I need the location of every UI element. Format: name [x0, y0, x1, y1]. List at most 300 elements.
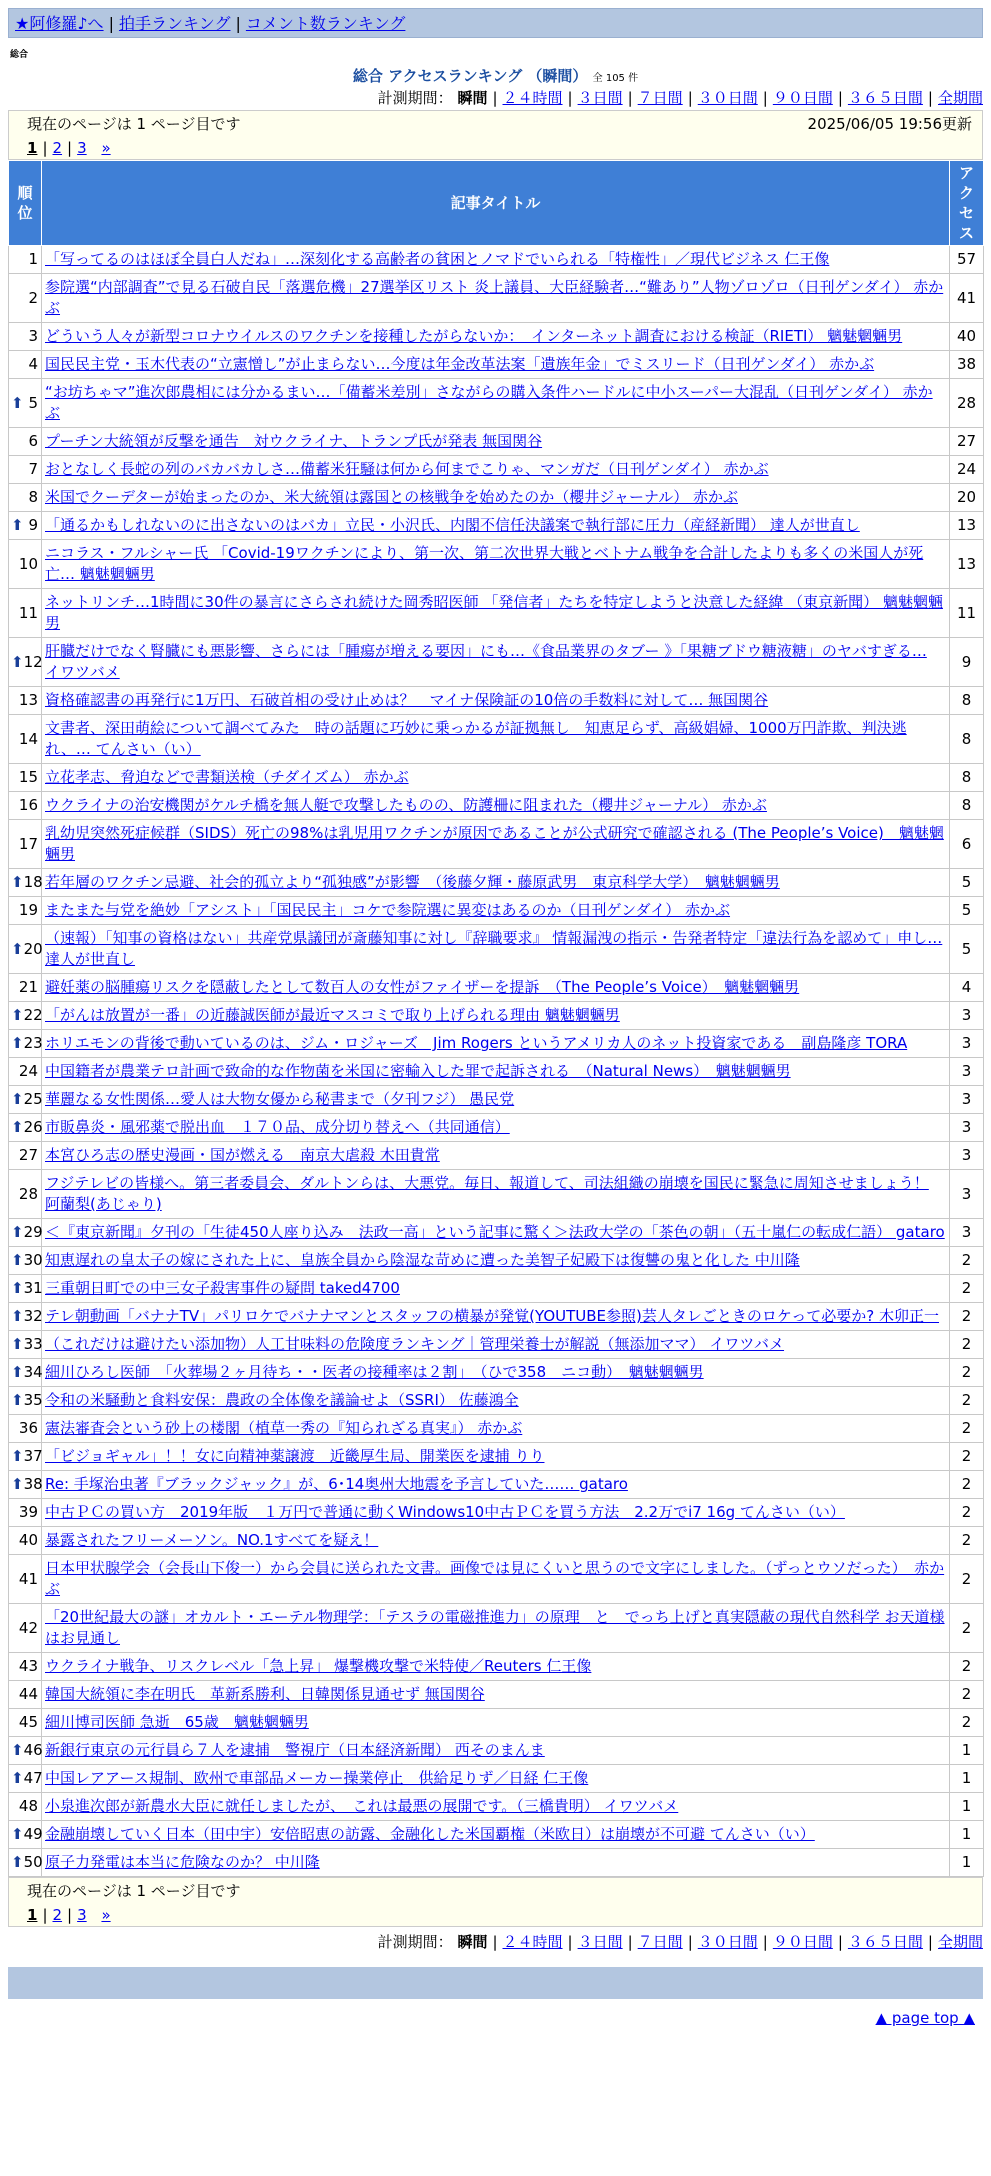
access-count: 2: [950, 1247, 984, 1275]
period-24h[interactable]: ２４時間: [502, 1933, 563, 1951]
title-cell: [42, 1275, 950, 1303]
access-count: 2: [950, 1303, 984, 1331]
rank-cell: [9, 456, 42, 484]
access-count: 13: [950, 540, 984, 589]
article-link[interactable]: 新銀行東京の元行員ら７人を逮捕 警視庁（日本経済新聞） 西そのまんま: [45, 1741, 545, 1759]
rank-cell: [9, 1821, 42, 1849]
title-cell: [42, 351, 950, 379]
access-count: 40: [950, 323, 984, 351]
rank-number: 6: [28, 432, 38, 450]
table-row: [9, 1821, 984, 1849]
period-3d[interactable]: ３日間: [577, 1933, 623, 1951]
rank-cell: [9, 323, 42, 351]
period-24h[interactable]: ２４時間: [502, 89, 563, 107]
page-link-3[interactable]: 3: [77, 139, 87, 157]
article-link[interactable]: 資格確認書の再発行に1万円、石破首相の受け止めは？ マイナ保険証の10倍の手数料に対して… 無国関谷: [45, 691, 769, 709]
article-link[interactable]: “お坊ちゃマ”進次郎農相には分かるまい…「備蓄米差別」さながらの購入条件ハードルに中小スーパー大混乱（日刊ゲンダイ） 赤かぶ: [45, 383, 933, 422]
page-link-3[interactable]: 3: [77, 1906, 87, 1924]
title-cell: [42, 1604, 950, 1653]
rank-cell: [9, 1471, 42, 1499]
rank-number: 9: [28, 516, 38, 534]
title-cell: [42, 715, 950, 764]
rank-number: 17: [18, 834, 38, 853]
nav-link-asyura[interactable]: ★阿修羅♪へ: [15, 14, 104, 33]
access-count: 5: [950, 897, 984, 925]
period-7d[interactable]: ７日間: [637, 1933, 683, 1951]
ranking-table: [8, 160, 984, 1877]
rank-up-arrow-icon: ⬆: [11, 1475, 24, 1493]
access-count: 5: [950, 925, 984, 974]
table-row: [9, 1275, 984, 1303]
title-cell: [42, 379, 950, 428]
article-link[interactable]: どういう人々が新型コロナウイルスのワクチンを接種したがらないか： インターネット調査における検証（RIETI） 魑魅魍魎男: [45, 327, 903, 345]
rank-cell: [9, 246, 42, 274]
footer-bar: [8, 1967, 983, 1999]
access-count: 3: [950, 1086, 984, 1114]
article-link[interactable]: 市販鼻炎・風邪薬で脱出血 １７０品、成分切り替えへ（共同通信）: [45, 1118, 510, 1136]
title-cell: [42, 1030, 950, 1058]
current-page-text: 現在のページは 1 ページ目です: [27, 1882, 241, 1900]
title-cell: [42, 869, 950, 897]
rank-number: 18: [23, 873, 43, 891]
rank-cell: [9, 1303, 42, 1331]
rank-cell: [9, 1555, 42, 1604]
updated-timestamp: 2025/06/05 19:56更新: [807, 115, 972, 133]
nav-link-applause-ranking[interactable]: 拍手ランキング: [118, 14, 231, 33]
article-link[interactable]: 肝臓だけでなく腎臓にも悪影響、さらには「腫瘍が増える要因」にも…《食品業界のタブー 》「果糖ブドウ糖液糖」のヤバすぎる… イワツバメ: [45, 642, 927, 681]
period-365d[interactable]: ３６５日間: [847, 1933, 923, 1951]
article-link[interactable]: 華麗なる女性関係…愛人は大物女優から秘書まで（夕刊フジ） 愚民党: [45, 1090, 515, 1108]
page-next[interactable]: »: [101, 1906, 111, 1924]
access-count: 8: [950, 715, 984, 764]
rank-number: 2: [28, 288, 38, 307]
rank-cell: [9, 428, 42, 456]
access-count: 8: [950, 687, 984, 715]
period-30d[interactable]: ３０日間: [697, 89, 758, 107]
rank-up-arrow-icon: ⬆: [11, 1825, 24, 1843]
article-link[interactable]: 三重朝日町での中三女子殺害事件の疑問 taked4700: [45, 1279, 400, 1297]
rank-number: 46: [23, 1741, 43, 1759]
table-row: [9, 1359, 984, 1387]
article-link[interactable]: 「写ってるのはほぼ全員白人だね」…深刻化する高齢者の貧困とノマドでいられる「特権性」／現代ビジネス 仁王像: [45, 250, 830, 268]
table-row: [9, 589, 984, 638]
article-link[interactable]: プーチン大統領が反撃を通告 対ウクライナ、トランプ氏が発表 無国関谷: [45, 432, 543, 450]
table-row: [9, 323, 984, 351]
table-row: [9, 687, 984, 715]
breadcrumb: 総合: [10, 50, 29, 60]
title-cell: [42, 1247, 950, 1275]
article-link[interactable]: フジテレビの皆様へ。第三者委員会、ダルトンらは、大悪党。毎日、報道して、司法組織の崩壊を国民に緊急に周知させましょう！ 阿蘭梨(あじゃり): [45, 1174, 929, 1213]
current-page-text: 現在のページは 1 ページ目です: [27, 115, 241, 133]
rank-cell: [9, 974, 42, 1002]
article-link[interactable]: ホリエモンの背後で動いているのは、ジム・ロジャーズ Jim Rogers というアメリカ人のネット投資家である 副島隆彦 TORA: [45, 1034, 908, 1052]
article-link[interactable]: 若年層のワクチン忌避、社会的孤立より“孤独感”が影響 （後藤夕輝・藤原武男 東京科学大学） 魑魅魍魎男: [45, 873, 780, 891]
title-cell: [42, 1114, 950, 1142]
rank-number: 24: [18, 1062, 38, 1080]
article-link[interactable]: 中国籍者が農業テロ計画で致命的な作物菌を米国に密輸入した罪で起訴される （Natural News） 魑魅魍魎男: [45, 1062, 791, 1080]
access-count: 38: [950, 351, 984, 379]
table-row: [9, 1681, 984, 1709]
access-count: 13: [950, 512, 984, 540]
rank-up-arrow-icon: ⬆: [11, 1090, 24, 1108]
article-link[interactable]: またまた与党を絶妙「アシスト」「国民民主」コケで参院選に異変はあるのか（日刊ゲンダイ） 赤かぶ: [45, 901, 731, 919]
table-row: [9, 820, 984, 869]
title-cell: [42, 897, 950, 925]
rank-number: 14: [18, 729, 38, 748]
period-7d[interactable]: ７日間: [637, 89, 683, 107]
article-link[interactable]: 韓国大統領に李在明氏 革新系勝利、日韓関係見通せず 無国関谷: [45, 1685, 485, 1703]
table-row: [9, 1058, 984, 1086]
rank-number: 1: [28, 250, 38, 268]
rank-number: 27: [18, 1146, 38, 1164]
pagination: 1 | 2 | 3 »: [27, 1906, 111, 1924]
access-count: 2: [950, 1331, 984, 1359]
access-count: 57: [950, 246, 984, 274]
article-link[interactable]: 「通るかもしれないのに出さないのはバカ」立民・小沢氏、内閣不信任決議案で執行部に圧力（産経新聞） 達人が世直し: [45, 516, 860, 534]
title-cell: [42, 1527, 950, 1555]
table-row: [9, 1604, 984, 1653]
rank-cell: [9, 1086, 42, 1114]
table-row: [9, 638, 984, 687]
article-link[interactable]: 「20世紀最大の謎」オカルト・エーテル物理学：「テスラの電磁推進力」の原理 と でっち上げと真実隠蔽の現代自然科学 お天道様はお見通し: [45, 1608, 945, 1647]
access-count: 2: [950, 1387, 984, 1415]
title-cell: [42, 925, 950, 974]
rank-number: 10: [18, 554, 38, 573]
rank-up-arrow-icon: ⬆: [11, 1447, 24, 1465]
article-link[interactable]: 国民民主党・玉木代表の“立憲憎し”が止まらない…今度は年金改革法案「遺族年金」でミスリード（日刊ゲンダイ） 赤かぶ: [45, 355, 875, 373]
title-cell: [42, 1555, 950, 1604]
article-link[interactable]: 乳幼児突然死症候群（SIDS）死亡の98%は乳児用ワクチンが原因であることが公式研究で確認される (The People’s Voice) 魑魅魍魎男: [45, 824, 944, 863]
rank-cell: [9, 925, 42, 974]
title-cell: [42, 1737, 950, 1765]
table-row: [9, 1086, 984, 1114]
access-count: 3: [950, 1058, 984, 1086]
title-cell: [42, 792, 950, 820]
rank-up-arrow-icon: ⬆: [11, 393, 24, 412]
article-link[interactable]: 憲法審査会という砂上の楼閣（植草一秀の『知られざる真実』） 赤かぶ: [45, 1419, 523, 1437]
title-cell: [42, 687, 950, 715]
rank-up-arrow-icon: ⬆: [11, 1006, 24, 1024]
rank-number: 31: [23, 1279, 43, 1297]
period-3d[interactable]: ３日間: [577, 89, 623, 107]
rank-cell: [9, 1247, 42, 1275]
period-all[interactable]: 全期間: [937, 1933, 983, 1951]
period-90d[interactable]: ９０日間: [772, 1933, 833, 1951]
access-count: 3: [950, 1142, 984, 1170]
rank-cell: [9, 1653, 42, 1681]
access-count: 2: [950, 1555, 984, 1604]
rank-cell: [9, 1709, 42, 1737]
access-count: 2: [950, 1681, 984, 1709]
article-link[interactable]: 暴露されたフリーメーソン。NO.1すべてを疑え！: [45, 1531, 379, 1549]
title-cell: [42, 1653, 950, 1681]
article-link[interactable]: 細川ひろし医師 「火葬場２ヶ月待ち・・医者の接種率は２割」 （ひで358 ニコ動） 魑魅魍魎男: [45, 1363, 704, 1381]
table-row: [9, 1653, 984, 1681]
title-cell: [42, 1170, 950, 1219]
title-cell: [42, 274, 950, 323]
rank-number: 29: [23, 1223, 43, 1241]
ranking-count: 全 105 件: [592, 73, 639, 84]
article-link[interactable]: ウクライナの治安機関がケルチ橋を無人艇で攻撃したものの、防護柵に阻まれた（櫻井ジャーナル） 赤かぶ: [45, 796, 767, 814]
rank-number: 5: [28, 393, 38, 412]
header-access: アクセス: [950, 161, 984, 246]
article-link[interactable]: ＜『東京新聞』夕刊の「生徒450人座り込み 法政一高」という記事に驚く＞法政大学の「茶色の朝」（五十嵐仁の転成仁語） gataro: [45, 1223, 945, 1241]
rank-number: 20: [23, 939, 43, 958]
table-row: [9, 1002, 984, 1030]
rank-cell: [9, 792, 42, 820]
rank-up-arrow-icon: ⬆: [11, 1307, 24, 1325]
title-cell: [42, 1058, 950, 1086]
table-row: [9, 1030, 984, 1058]
rank-cell: [9, 512, 42, 540]
article-link[interactable]: おとなしく長蛇の列のバカバカしさ…備蓄米狂騒は何から何までこりゃ、マンガだ（日刊ゲンダイ） 赤かぶ: [45, 460, 769, 478]
rank-up-arrow-icon: ⬆: [11, 1118, 24, 1136]
title-cell: [42, 1331, 950, 1359]
table-row: [9, 925, 984, 974]
article-link[interactable]: 中古ＰＣの買い方 2019年版 １万円で普通に動くWindows10中古ＰＣを買う方法 2.2万でi7 16g てんさい（い）: [45, 1503, 845, 1521]
rank-number: 33: [23, 1335, 43, 1353]
table-row: [9, 1387, 984, 1415]
rank-number: 12: [23, 652, 43, 671]
top-nav: [8, 8, 983, 38]
table-row: [9, 1555, 984, 1604]
period-current: 瞬間: [457, 1933, 488, 1951]
rank-number: 21: [18, 978, 38, 996]
rank-cell: [9, 687, 42, 715]
access-count: 1: [950, 1737, 984, 1765]
rank-up-arrow-icon: ⬆: [11, 1769, 24, 1787]
article-link[interactable]: ウクライナ戦争、リスクレベル「急上昇」 爆撃機攻撃で米特使／Reuters 仁王像: [45, 1657, 592, 1675]
period-current: 瞬間: [457, 89, 488, 107]
access-count: 3: [950, 1030, 984, 1058]
rank-number: 4: [28, 355, 38, 373]
article-link[interactable]: 本宮ひろ志の歴史漫画・国が燃える 南京大虐殺 木田貴常: [45, 1146, 440, 1164]
article-link[interactable]: テレ朝動画「バナナTV」パリロケでバナナマンとスタッフの横暴が発覚(YOUTUBE参照)芸人タレごときのロケって必要か? 木卯正一: [45, 1307, 940, 1325]
article-link[interactable]: 立花孝志、脅迫などで書類送検（チダイズム） 赤かぶ: [45, 768, 409, 786]
rank-up-arrow-icon: ⬆: [11, 1741, 24, 1759]
rank-up-arrow-icon: ⬆: [11, 1391, 24, 1409]
rank-number: 25: [23, 1090, 43, 1108]
access-count: 11: [950, 589, 984, 638]
rank-up-arrow-icon: ⬆: [11, 1363, 24, 1381]
article-link[interactable]: （速報）「知事の資格はない」共産党県議団が斎藤知事に対し『辞職要求』 情報漏洩の指示・告発者特定「違法行為を認めて」申し… 達人が世直し: [45, 929, 943, 968]
page-top-link[interactable]: ▲ page top ▲: [875, 2009, 975, 2027]
table-row: [9, 1471, 984, 1499]
article-link[interactable]: 金融崩壊していく日本（田中宇）安倍昭恵の訪露、金融化した米国覇権（米欧日）は崩壊が不可避 てんさい（い）: [45, 1825, 815, 1843]
rank-number: 19: [18, 901, 38, 919]
title-cell: [42, 1793, 950, 1821]
rank-up-arrow-icon: ⬆: [11, 939, 24, 958]
rank-cell: [9, 589, 42, 638]
table-row: [9, 456, 984, 484]
article-link[interactable]: 細川博司医師 急逝 65歳 魑魅魍魎男: [45, 1713, 309, 1731]
article-link[interactable]: 知恵遅れの皇太子の嫁にされた上に、皇族全員から陰湿な苛めに遭った美智子妃殿下は復讐の鬼と化した 中川隆: [45, 1251, 800, 1269]
rank-up-arrow-icon: ⬆: [11, 1853, 24, 1871]
access-count: 2: [950, 1415, 984, 1443]
rank-cell: [9, 274, 42, 323]
access-count: 1: [950, 1793, 984, 1821]
rank-cell: [9, 484, 42, 512]
header-title: 記事タイトル: [42, 161, 950, 246]
access-count: 8: [950, 764, 984, 792]
access-count: 6: [950, 820, 984, 869]
period-30d[interactable]: ３０日間: [697, 1933, 758, 1951]
period-label: 計測期間：: [377, 1933, 453, 1951]
rank-up-arrow-icon: ⬆: [11, 516, 24, 534]
header-rank: 順位: [9, 161, 42, 246]
title-cell: [42, 323, 950, 351]
table-row: [9, 764, 984, 792]
table-row: [9, 1737, 984, 1765]
access-count: 5: [950, 869, 984, 897]
rank-number: 42: [18, 1618, 38, 1637]
table-row: [9, 1247, 984, 1275]
page-next[interactable]: »: [101, 139, 111, 157]
title-cell: [42, 246, 950, 274]
page-current: 1: [27, 1906, 38, 1924]
table-row: [9, 1765, 984, 1793]
table-row: [9, 274, 984, 323]
table-row: [9, 484, 984, 512]
period-selector-bottom: 計測期間： 瞬間 | ２４時間 | ３日間 | ７日間 | ３０日間 | ９０日間 | ３６５日間 | 全期間: [377, 1933, 983, 1951]
title-cell: [42, 589, 950, 638]
title-cell: [42, 1359, 950, 1387]
title-cell: [42, 974, 950, 1002]
rank-number: 36: [18, 1419, 38, 1437]
access-count: 2: [950, 1443, 984, 1471]
table-row: [9, 1415, 984, 1443]
pager-bottom: [8, 1877, 983, 1927]
rank-number: 34: [23, 1363, 43, 1381]
table-row: [9, 1527, 984, 1555]
rank-cell: [9, 1359, 42, 1387]
table-row: [9, 1499, 984, 1527]
rank-number: 7: [28, 460, 38, 478]
table-row: [9, 1142, 984, 1170]
rank-up-arrow-icon: ⬆: [11, 1279, 24, 1297]
table-row: [9, 351, 984, 379]
rank-number: 45: [18, 1713, 38, 1731]
access-count: 24: [950, 456, 984, 484]
page-link-2[interactable]: 2: [52, 1906, 63, 1924]
period-90d[interactable]: ９０日間: [772, 89, 833, 107]
rank-number: 32: [23, 1307, 43, 1325]
rank-number: 48: [18, 1797, 38, 1815]
period-label: 計測期間：: [377, 89, 453, 107]
article-link[interactable]: Re: 手塚治虫著『ブラックジャック』が、6･14奥州大地震を予言していた…… gataro: [45, 1475, 628, 1493]
rank-number: 28: [18, 1184, 38, 1203]
rank-cell: [9, 1849, 42, 1877]
rank-cell: [9, 820, 42, 869]
rank-cell: [9, 1443, 42, 1471]
ranking-title: 総合 アクセスランキング （瞬間）: [352, 67, 588, 85]
article-link[interactable]: 原子力発電は本当に危険なのか？ 中川隆: [45, 1853, 320, 1871]
page-top-container: [8, 1999, 983, 2047]
rank-number: 38: [23, 1475, 43, 1493]
title-cell: [42, 1142, 950, 1170]
access-count: 2: [950, 1471, 984, 1499]
article-link[interactable]: ニコラス・フルシャー氏 「Covid-19ワクチンにより、第一次、第二次世界大戦とベトナム戦争を合計したよりも多くの米国人が死亡… 魑魅魍魎男: [45, 544, 924, 583]
article-link[interactable]: 令和の米騒動と食料安保：農政の全体像を議論せよ（SSRI） 佐藤鴻全: [45, 1391, 519, 1409]
rank-number: 39: [18, 1503, 38, 1521]
rank-cell: [9, 1681, 42, 1709]
period-365d[interactable]: ３６５日間: [847, 89, 923, 107]
table-row: [9, 1219, 984, 1247]
pager-top: [8, 110, 983, 160]
article-link[interactable]: （これだけは避けたい添加物）人工甘味料の危険度ランキング｜管理栄養士が解説（無添加ママ） イワツバメ: [45, 1335, 785, 1353]
period-all[interactable]: 全期間: [937, 89, 983, 107]
table-row: [9, 1793, 984, 1821]
rank-cell: [9, 1170, 42, 1219]
nav-link-comment-ranking[interactable]: コメント数ランキング: [245, 14, 406, 33]
title-cell: [42, 428, 950, 456]
rank-cell: [9, 1737, 42, 1765]
rank-number: 43: [18, 1657, 38, 1675]
rank-number: 16: [18, 796, 38, 814]
ranking-rows: [9, 246, 984, 1877]
access-count: 1: [950, 1765, 984, 1793]
table-row: [9, 379, 984, 428]
access-count: 3: [950, 1002, 984, 1030]
table-row: [9, 974, 984, 1002]
title-cell: [42, 1709, 950, 1737]
article-link[interactable]: 文書者、深田萌絵について調べてみた 時の話題に巧妙に乗っかるが証拠無し 知恵足らず、高級娼婦、1000万円詐欺、判決逃れ、… てんさい（い）: [45, 719, 907, 758]
access-count: 2: [950, 1709, 984, 1737]
rank-cell: [9, 1142, 42, 1170]
rank-up-arrow-icon: ⬆: [11, 1335, 24, 1353]
rank-up-arrow-icon: ⬆: [11, 1223, 24, 1241]
table-row: [9, 1709, 984, 1737]
title-cell: [42, 820, 950, 869]
rank-cell: [9, 379, 42, 428]
rank-number: 37: [23, 1447, 43, 1465]
article-link[interactable]: 米国でクーデターが始まったのか、米大統領は露国との核戦争を始めたのか（櫻井ジャーナル） 赤かぶ: [45, 488, 738, 506]
table-row: [9, 897, 984, 925]
rank-cell: [9, 1331, 42, 1359]
rank-cell: [9, 1415, 42, 1443]
table-row: [9, 1170, 984, 1219]
rank-cell: [9, 638, 42, 687]
article-link[interactable]: 「ビジョギャル」！！女に向精神薬譲渡 近畿厚生局、開業医を逮捕 りり: [45, 1447, 545, 1465]
table-row: [9, 792, 984, 820]
title-cell: [42, 540, 950, 589]
title-cell: [42, 1002, 950, 1030]
article-link[interactable]: 日本甲状腺学会（会長山下俊一）から会員に送られた文書。画像では見にくいと思うので文字にしました。（ずっとウソだった） 赤かぶ: [45, 1559, 945, 1598]
rank-cell: [9, 1387, 42, 1415]
rank-number: 23: [23, 1034, 43, 1052]
rank-cell: [9, 1002, 42, 1030]
nav-separator: |: [108, 14, 114, 33]
title-cell: [42, 1219, 950, 1247]
article-link[interactable]: 避妊薬の脳腫瘍リスクを隠蔽したとして数百人の女性がファイザーを提訴 （The People’s Voice） 魑魅魍魎男: [45, 978, 800, 996]
access-count: 4: [950, 974, 984, 1002]
article-link[interactable]: 参院選“内部調査”で見る石破自民「落選危機」27選挙区リスト 炎上議員、大臣経験者…“難あり”人物ゾロゾロ（日刊ゲンダイ） 赤かぶ: [45, 278, 944, 317]
access-count: 3: [950, 1114, 984, 1142]
rank-number: 13: [18, 691, 38, 709]
article-link[interactable]: 小泉進次郎が新農水大臣に就任しましたが、 これは最悪の展開です。（三橋貴明） イワツバメ: [45, 1797, 679, 1815]
article-link[interactable]: ネットリンチ…1時間に30件の暴言にさらされ続けた岡秀昭医師 「発信者」たちを特定しようと決意した経緯 （東京新聞） 魑魅魍魎男: [45, 593, 943, 632]
article-link[interactable]: 中国レアアース規制、欧州で車部品メーカー操業停止 供給足りず／日経 仁王像: [45, 1769, 589, 1787]
page-link-2[interactable]: 2: [52, 139, 63, 157]
access-count: 1: [950, 1849, 984, 1877]
access-count: 28: [950, 379, 984, 428]
rank-cell: [9, 1604, 42, 1653]
access-count: 41: [950, 274, 984, 323]
rank-number: 11: [18, 603, 38, 622]
table-row: [9, 540, 984, 589]
rank-cell: [9, 1219, 42, 1247]
article-link[interactable]: 「がんは放置が一番」の近藤誠医師が最近マスコミで取り上げられる理由 魑魅魍魎男: [45, 1006, 620, 1024]
